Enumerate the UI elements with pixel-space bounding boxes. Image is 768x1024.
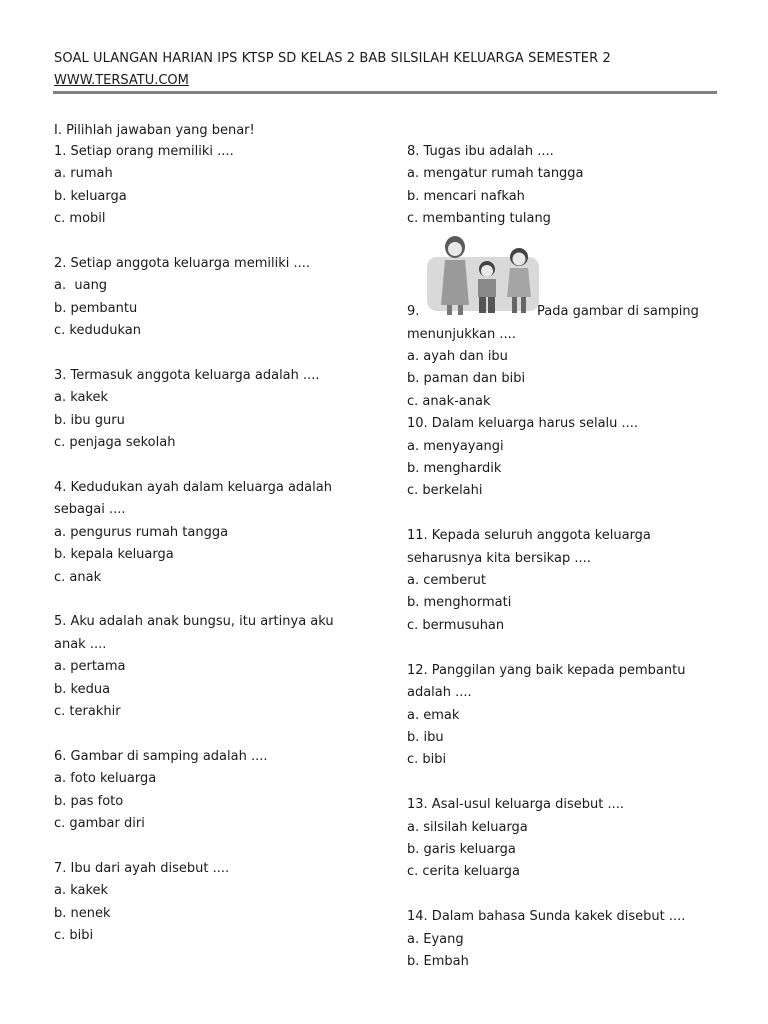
question-9-figure-row [407,235,717,324]
option: c. mobil [54,211,106,227]
option: a. menyayangi [407,438,504,454]
question-text: 4. Kedudukan ayah dalam keluarga adalah sebagai .... [54,480,332,518]
question-9-text: Pada gambar di samping [537,303,699,319]
right-column [407,141,717,973]
option: a. foto keluarga [54,771,157,787]
option: c. bermusuhan [407,617,505,633]
option: a. pertama [54,659,126,675]
option: b. menghormati [407,595,512,611]
question-8 [407,141,717,231]
question-text: 3. Termasuk anggota keluarga adalah .... [54,368,320,384]
option: b. ibu [407,729,444,745]
option: b. kepala keluarga [54,547,174,563]
option: b. mencari nafkah [407,188,525,204]
question-text: 1. Setiap orang memiliki .... [54,144,234,159]
option: b. kedua [54,681,111,697]
question-9 [407,235,717,414]
option: a. uang [54,278,108,294]
question-1 [54,141,364,231]
option: a. silsilah keluarga [407,819,528,835]
question-11 [407,525,717,637]
option: b. keluarga [54,188,127,204]
option: c. gambar diri [54,816,145,832]
option: b. pas foto [54,793,124,809]
option: c. cerita keluarga [407,864,520,880]
question-text: 6. Gambar di samping adalah .... [54,748,268,764]
option: a. Eyang [407,931,464,947]
option: c. bibi [407,752,447,768]
option: a. kakek [54,883,109,899]
question-13 [407,794,717,884]
document-header [54,48,718,91]
question-6 [54,746,364,836]
question-7 [54,858,364,948]
question-3 [54,365,364,455]
question-text: 14. Dalam bahasa Sunda kakek disebut .... [407,909,686,925]
option: b. garis keluarga [407,841,516,857]
question-text: 7. Ibu dari ayah disebut .... [54,860,230,876]
question-5 [54,611,364,723]
option: c. kedudukan [54,323,141,339]
question-text: 5. Aku adalah anak bungsu, itu artinya aku anak .... [54,614,334,652]
question-text: 11. Kepada seluruh anggota keluarga seharusnya kita bersikap .... [407,528,651,566]
option: c. membanting tulang [407,211,551,227]
children-illustration [427,235,539,317]
option: b. ibu guru [54,412,125,428]
question-text: 10. Dalam keluarga harus selalu .... [407,416,639,432]
option: a. mengatur rumah tangga [407,166,584,182]
option: c. terakhir [54,704,121,720]
question-12 [407,660,717,772]
option: a. pengurus rumah tangga [54,524,229,540]
option: c. berkelahi [407,483,483,499]
question-text: 8. Tugas ibu adalah .... [407,144,554,159]
question-text: 12. Panggilan yang baik kepada pembantu adalah .... [407,662,686,701]
option: c. anak [54,569,102,585]
question-text: 13. Asal-usul keluarga disebut .... [407,797,624,813]
left-column [54,141,364,948]
question-9-number: 9. [407,303,420,319]
question-4 [54,477,364,589]
question-14 [407,906,717,973]
option: a. cemberut [407,573,486,589]
option: a. emak [407,707,460,723]
question-10 [407,413,717,503]
question-text-continued: menunjukkan .... [407,326,516,342]
section-title: I. Pilihlah jawaban yang benar! [54,123,255,138]
option: c. anak-anak [407,393,491,409]
option: c. bibi [54,928,94,944]
option: a. rumah [54,166,113,182]
option: b. nenek [54,905,111,921]
option: a. ayah dan ibu [407,349,508,365]
document-title: SOAL ULANGAN HARIAN IPS KTSP SD KELAS 2 BAB SILSILAH KELUARGA SEMESTER 2 [54,51,611,66]
website-link[interactable]: WWW.TERSATU.COM [54,73,189,88]
option: a. kakek [54,390,109,406]
option: b. menghardik [407,461,502,477]
question-2 [54,253,364,343]
option: b. paman dan bibi [407,371,526,387]
question-text: 2. Setiap anggota keluarga memiliki .... [54,256,311,272]
option: c. penjaga sekolah [54,435,176,451]
option: b. pembantu [54,300,138,316]
option: b. Embah [407,953,469,969]
header-divider [53,91,717,94]
